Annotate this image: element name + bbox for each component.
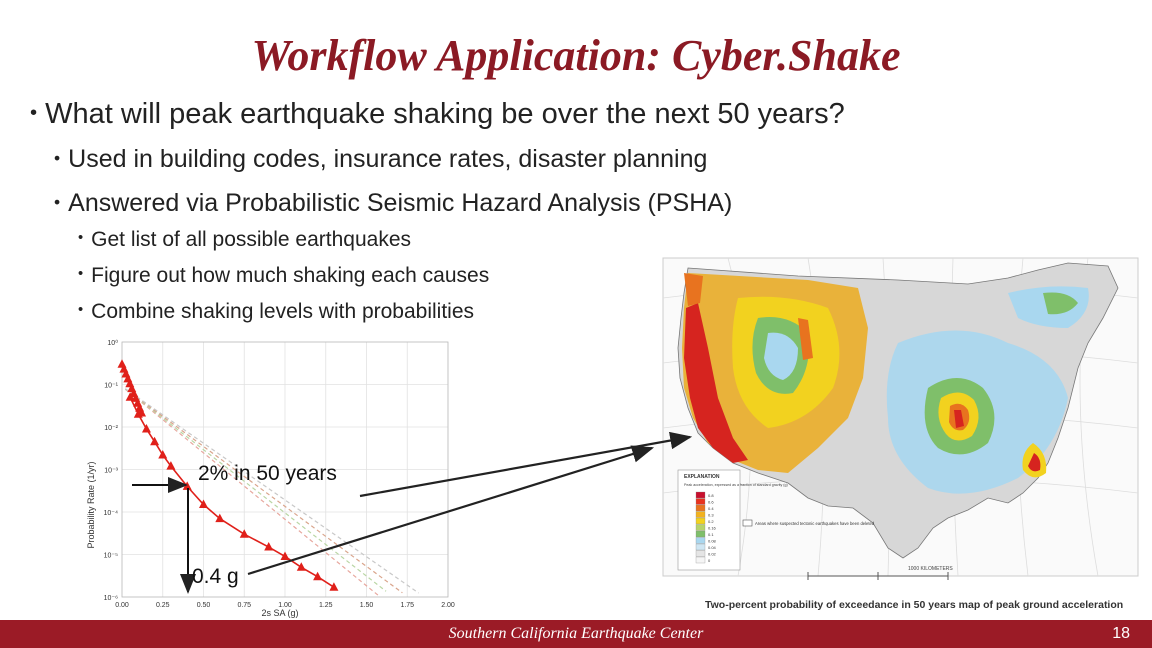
legend-value: 0.4 (708, 506, 714, 511)
bullet-dot: • (78, 302, 84, 319)
legend-value: 0.02 (708, 551, 716, 557)
bullet-sub1-text: Used in building codes, insurance rates, disaster planning (68, 145, 708, 173)
bullet-sub2b-text: Figure out how much shaking each causes (91, 264, 490, 287)
x-tick-label: 1.25 (318, 602, 333, 609)
bullet-sub2c-text: Combine shaking levels with probabilities (91, 300, 475, 323)
legend-value: 0.04 (708, 545, 716, 550)
legend-value: 0.3 (708, 512, 714, 518)
x-tick-label: 1.50 (359, 602, 374, 609)
y-tick-label: 10⁻⁶ (103, 595, 118, 602)
footer-organization: Southern California Earthquake Center (448, 625, 704, 642)
y-tick-label: 10⁻² (104, 425, 118, 432)
bullet-dot: • (30, 101, 38, 124)
legend-title: EXPLANATION (684, 474, 720, 480)
x-tick-label: 1.75 (400, 602, 415, 609)
legend-value: 0 (708, 558, 711, 563)
bullet-sub2-text: Answered via Probabilistic Seismic Hazard Analysis (PSHA) (68, 189, 733, 217)
x-tick-label: 0.00 (115, 602, 129, 609)
bullet-main-text: What will peak earthquake shaking be over the next 50 years? (45, 98, 845, 130)
y-tick-label: 10⁻¹ (104, 382, 118, 390)
y-tick-label: 10⁻⁵ (103, 552, 118, 560)
y-tick-label: 10⁻³ (104, 467, 118, 475)
x-tick-label: 2.00 (441, 602, 455, 609)
scale-label: 1000 KILOMETERS (908, 566, 953, 572)
bullet-dot: • (78, 230, 84, 247)
annotation-acceleration: 0.4 g (192, 565, 239, 588)
legend-value: 0.2 (708, 519, 714, 524)
legend-note: Areas where suspected tectonic earthquakes have been deleted (755, 521, 875, 526)
legend-subtitle: Peak acceleration, expressed as a fraction of standard gravity (g) (684, 483, 788, 487)
x-tick-label: 0.25 (155, 602, 170, 609)
legend-value: 0.6 (708, 499, 714, 505)
page-number: 18 (1112, 625, 1130, 642)
bullet-dot: • (54, 191, 61, 212)
x-tick-label: 0.75 (237, 602, 252, 609)
legend-value: 0.8 (708, 493, 714, 498)
chart-xlabel: 2s SA (g) (261, 608, 299, 618)
legend-value: 0.16 (708, 525, 716, 531)
slide-title: Workflow Application: Cyber.Shake (251, 31, 901, 80)
chart-ylabel: Probability Rate (1/yr) (86, 461, 96, 549)
bullet-dot: • (54, 147, 61, 168)
y-tick-label: 10⁻⁴ (103, 510, 118, 517)
map-caption: Two-percent probability of exceedance in 50 years map of peak ground acceleration (705, 599, 1124, 611)
legend-value: 0.1 (708, 532, 714, 537)
legend-value: 0.08 (708, 538, 716, 544)
y-tick-label: 10⁰ (107, 340, 118, 347)
x-tick-label: 0.50 (196, 602, 211, 609)
footer-bar (0, 620, 1152, 648)
x-tick-label: 1.00 (278, 602, 292, 609)
bullet-dot: • (78, 266, 84, 283)
bullet-sub2a-text: Get list of all possible earthquakes (91, 228, 411, 251)
annotation-probability: 2% in 50 years (198, 462, 337, 485)
